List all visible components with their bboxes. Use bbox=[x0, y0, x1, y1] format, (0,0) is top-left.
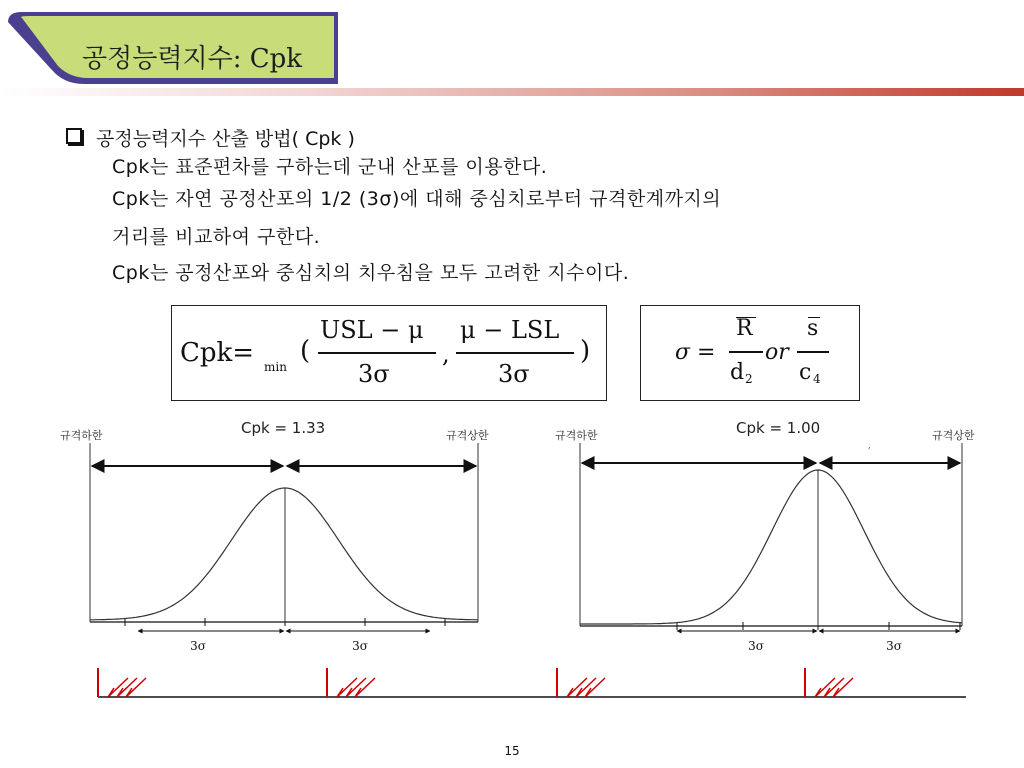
timeline-hatch-4-3 bbox=[833, 678, 853, 697]
title-rule bbox=[0, 88, 1024, 96]
timeline-hatch-4-2 bbox=[824, 678, 844, 697]
chart2-normal-curve bbox=[580, 470, 962, 624]
timeline-hatch-1-3 bbox=[126, 678, 146, 697]
sigma-formula-num2: s bbox=[807, 316, 819, 341]
chart2-title: Cpk = 1.00 bbox=[736, 419, 821, 437]
cpk-formula-num1: USL − μ bbox=[320, 316, 424, 344]
page-number: 15 bbox=[504, 744, 520, 758]
timeline-hatch-2-1 bbox=[337, 678, 357, 697]
timeline-hatch-2-3 bbox=[355, 678, 375, 697]
chart2-right-3sigma-label: 3σ bbox=[886, 639, 902, 653]
sigma-formula-den2: c bbox=[799, 360, 812, 385]
cpk-formula-fraction-bar-2 bbox=[456, 352, 574, 354]
cpk-formula-box bbox=[171, 305, 607, 401]
timeline-hatch-3-2 bbox=[576, 678, 596, 697]
cpk-formula-close-paren: ) bbox=[580, 336, 591, 366]
sigma-formula-box bbox=[640, 305, 860, 401]
cpk-formula-num2: μ − LSL bbox=[460, 316, 560, 344]
chart2-left-3sigma-label: 3σ bbox=[748, 639, 764, 653]
timeline-hatch-1-1 bbox=[108, 678, 128, 697]
page-title: 공정능력지수: Cpk bbox=[82, 44, 303, 74]
sigma-formula-fraction-bar-2 bbox=[797, 351, 829, 353]
sigma-formula-or: or bbox=[765, 340, 789, 365]
sigma-formula-lhs: σ = bbox=[675, 340, 716, 365]
timeline-hatch-3-3 bbox=[585, 678, 605, 697]
timeline-hatch-3-1 bbox=[567, 678, 587, 697]
cpk-formula-den2: 3σ bbox=[498, 360, 530, 388]
sigma-formula-den2-sub: 4 bbox=[813, 372, 821, 386]
body-line-1: Cpk는 표준편차를 구하는데 군내 산포를 이용한다. bbox=[112, 156, 548, 178]
body-line-2: Cpk는 자연 공정산포의 1/2 (3σ)에 대해 중심치로부터 규격한계까지의 bbox=[112, 188, 722, 210]
timeline-hatch-2-2 bbox=[346, 678, 366, 697]
checkbox-bullet-icon bbox=[66, 128, 82, 144]
cpk-formula-comma: , bbox=[442, 340, 450, 368]
cpk-formula-lhs: Cpk= bbox=[180, 338, 255, 368]
sigma-formula-den1-sub: 2 bbox=[745, 372, 753, 386]
cpk-formula-open-paren: ( bbox=[300, 336, 311, 366]
chart1-normal-curve bbox=[90, 488, 478, 620]
bullet-text: 공정능력지수 산출 방법( Cpk ) bbox=[96, 128, 355, 150]
chart1-title: Cpk = 1.33 bbox=[241, 419, 326, 437]
sigma-formula-num1: R bbox=[736, 316, 753, 341]
sigma-formula-fraction-bar-1 bbox=[729, 351, 763, 353]
cpk-formula-den1: 3σ bbox=[358, 360, 390, 388]
chart1-upper-spec-label: 규격상한 bbox=[446, 429, 489, 442]
chart1-right-3sigma-label: 3σ bbox=[352, 639, 368, 653]
chart1-left-3sigma-label: 3σ bbox=[190, 639, 206, 653]
chart1-lower-spec-label: 규격하한 bbox=[60, 429, 103, 442]
timeline-hatch-1-2 bbox=[117, 678, 137, 697]
cpk-formula-min: min bbox=[264, 360, 287, 374]
bullet-heading bbox=[66, 124, 355, 151]
cpk-formula-fraction-bar-1 bbox=[318, 352, 436, 354]
chart2-upper-spec-label: 규격상한 bbox=[932, 429, 975, 442]
chart2-stray-mark: , bbox=[868, 441, 871, 451]
body-line-4: Cpk는 공정산포와 중심치의 치우침을 모두 고려한 지수이다. bbox=[112, 262, 630, 284]
sigma-formula-den1: d bbox=[730, 360, 745, 385]
timeline-hatch-4-1 bbox=[815, 678, 835, 697]
chart2-lower-spec-label: 규격하한 bbox=[555, 429, 598, 442]
body-line-3: 거리를 비교하여 구한다. bbox=[112, 226, 321, 248]
